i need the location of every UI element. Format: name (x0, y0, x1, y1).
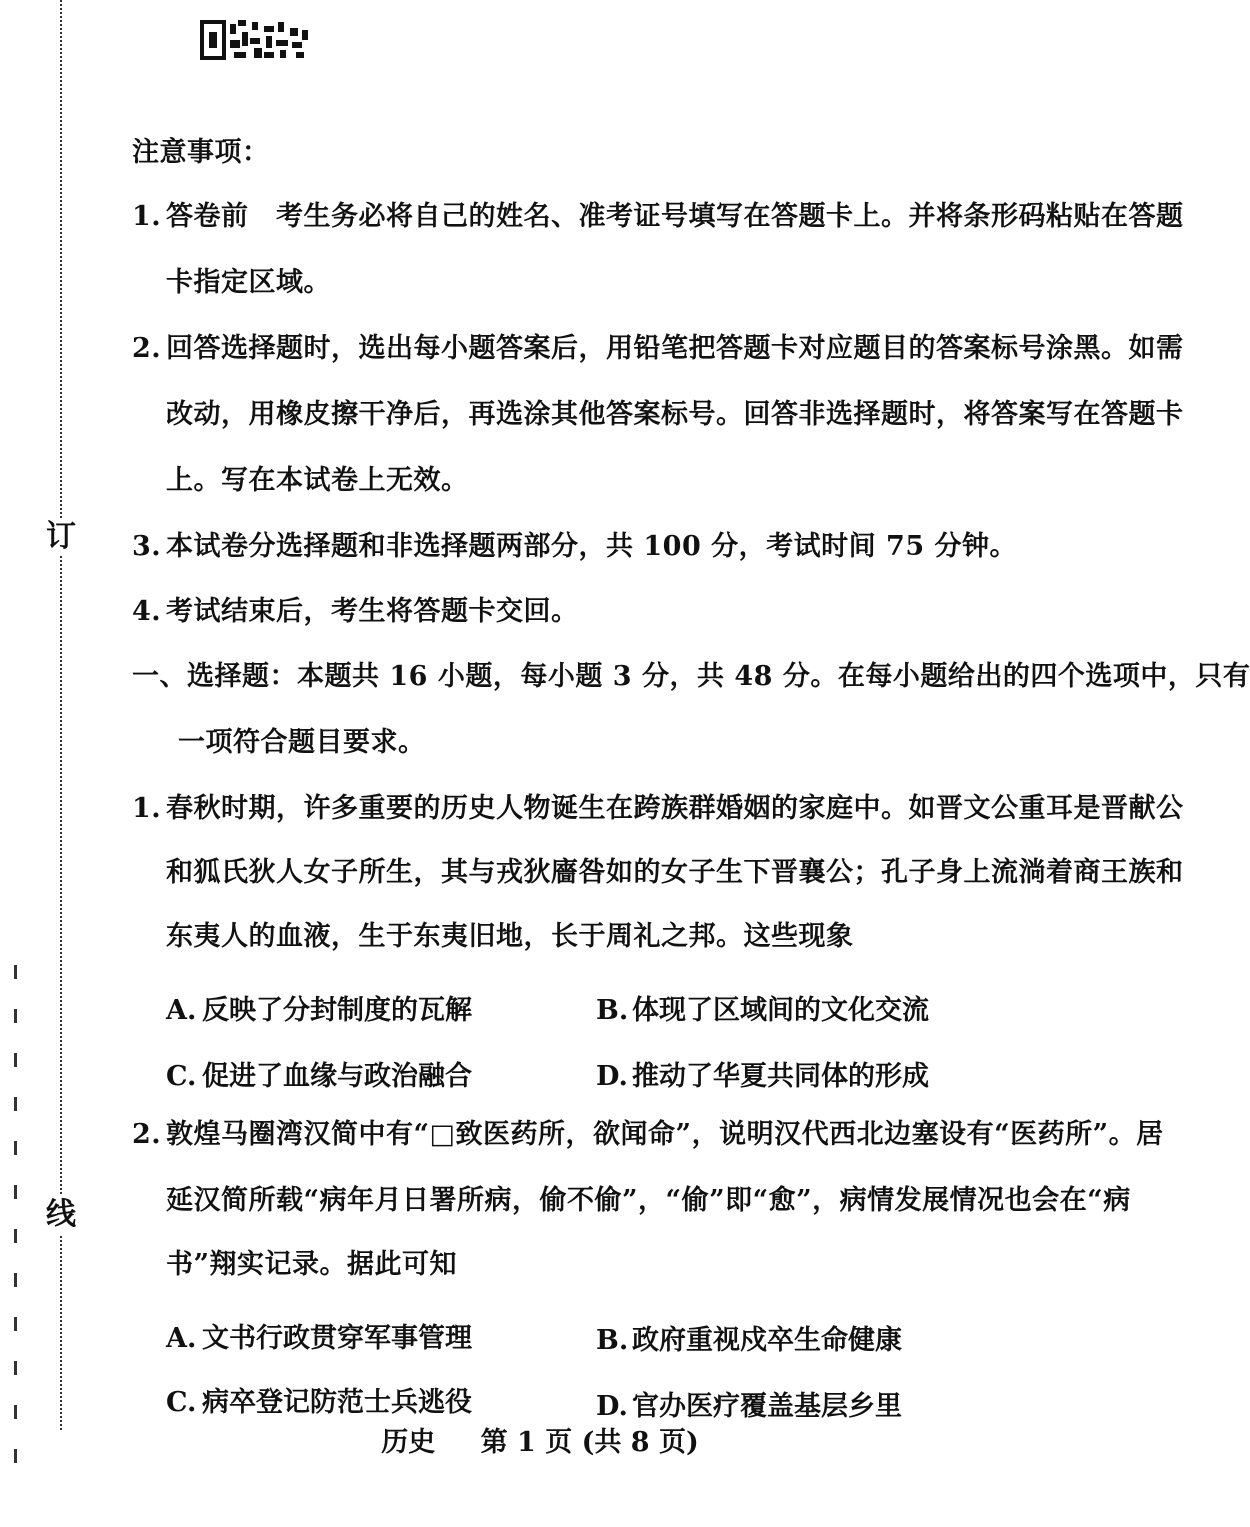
section-heading-line-1: 一、选择题：本题共 16 小题，每小题 3 分，共 48 分。在每小题给出的四个选项中，只有 (132, 661, 1250, 692)
barcode-icon (200, 18, 312, 62)
notice-item-2-line-1: 2. 回答选择题时，选出每小题答案后，用铅笔把答题卡对应题目的答案标号涂黑。如需 (132, 333, 1184, 364)
question-1-option-a: A. 反映了分封制度的瓦解 (166, 995, 472, 1026)
question-1-option-c: C. 促进了血缘与政治融合 (166, 1061, 472, 1092)
footer-page-number: 第 1 页 (共 8 页) (480, 1427, 699, 1458)
question-1-line-1: 1. 春秋时期，许多重要的历史人物诞生在跨族群婚姻的家庭中。如晋文公重耳是晋献公 (132, 793, 1184, 824)
notice-item-2-line-2: 改动，用橡皮擦干净后，再选涂其他答案标号。回答非选择题时，将答案写在答题卡 (166, 399, 1184, 430)
question-2-option-a: A. 文书行政贯穿军事管理 (166, 1323, 472, 1354)
notice-item-4: 4. 考试结束后，考生将答题卡交回。 (132, 596, 579, 627)
binding-tick-marks (14, 965, 34, 1463)
footer-subject: 历史 (381, 1427, 436, 1458)
question-1-option-b: B. 体现了区域间的文化交流 (596, 995, 929, 1026)
question-2-option-b: B. 政府重视戍卒生命健康 (596, 1325, 902, 1356)
binding-char-xian: 线 (46, 1197, 76, 1232)
question-2-line-3: 书”翔实记录。据此可知 (166, 1249, 458, 1280)
notice-item-1-line-2: 卡指定区域。 (166, 267, 331, 298)
notice-item-2-line-3: 上。写在本试卷上无效。 (166, 465, 469, 496)
question-2-option-d: D. 官办医疗覆盖基层乡里 (596, 1391, 902, 1422)
question-1-line-2: 和狐氏狄人女子所生，其与戎狄廧咎如的女子生下晋襄公；孔子身上流淌着商王族和 (166, 857, 1184, 888)
question-2-option-c: C. 病卒登记防范士兵逃役 (166, 1387, 472, 1418)
question-2-line-1: 2. 敦煌马圈湾汉简中有“□致医药所，欲闻命”，说明汉代西北边塞设有“医药所”。居 (132, 1119, 1164, 1150)
section-heading-line-2: 一项符合题目要求。 (178, 727, 426, 758)
notice-item-1-line-1: 1. 答卷前 考生务必将自己的姓名、准考证号填写在答题卡上。并将条形码粘贴在答题 (132, 201, 1184, 232)
notice-heading: 注意事项： (132, 137, 270, 168)
question-2-line-2: 延汉简所载“病年月日署所病，偷不偷”，“偷”即“愈”，病情发展情况也会在“病 (166, 1185, 1131, 1216)
question-1-option-d: D. 推动了华夏共同体的形成 (596, 1061, 929, 1092)
question-1-line-3: 东夷人的血液，生于东夷旧地，长于周礼之邦。这些现象 (166, 921, 854, 952)
binding-char-ding: 订 (46, 519, 76, 554)
notice-item-3: 3. 本试卷分选择题和非选择题两部分，共 100 分，考试时间 75 分钟。 (132, 531, 1018, 562)
page-footer (0, 1420, 1080, 1459)
